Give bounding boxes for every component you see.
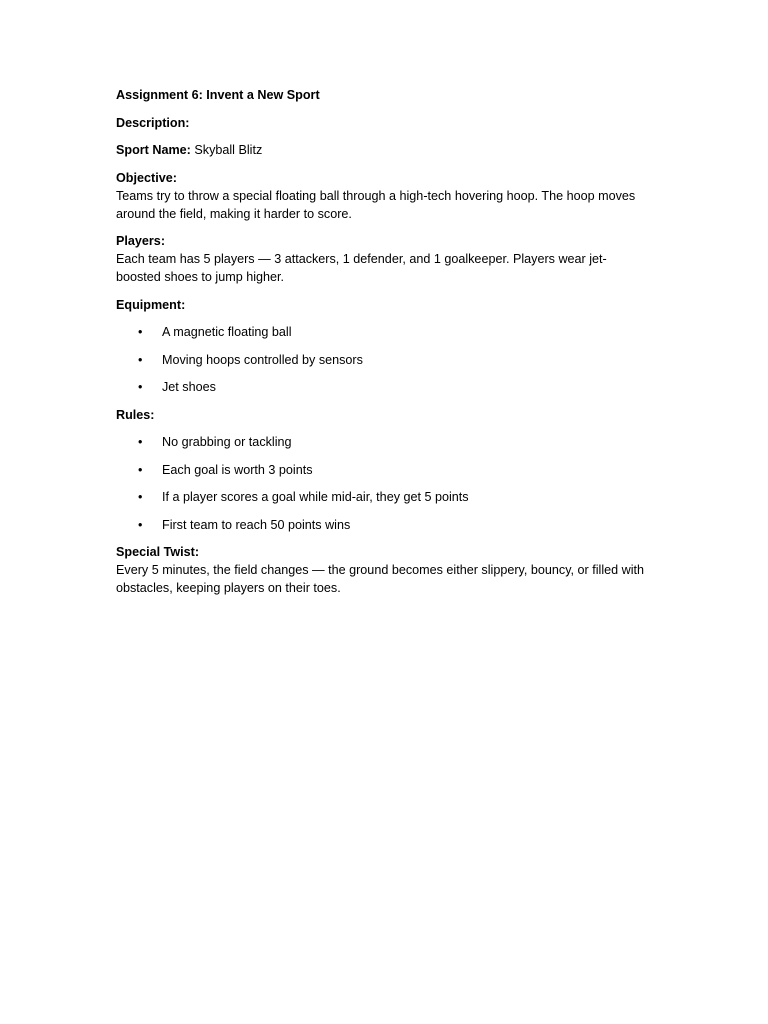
players-heading: Players:: [116, 234, 166, 248]
bullet-icon: •: [138, 490, 143, 504]
players-text: Each team has 5 players — 3 attackers, 1 defender, and 1 goalkeeper. Players wear jet-boosted shoes to jump higher.: [116, 252, 607, 284]
list-item-text: If a player scores a goal while mid-air, they get 5 points: [162, 490, 469, 504]
players-section: [116, 232, 646, 286]
list-item: [116, 488, 646, 506]
objective-section: [116, 169, 646, 223]
list-item: [116, 461, 646, 479]
rules-heading: Rules:: [116, 407, 155, 422]
rules-list: [116, 433, 646, 534]
special-twist-heading: Special Twist:: [116, 545, 200, 559]
description-heading: Description:: [116, 115, 190, 130]
equipment-heading: Equipment:: [116, 297, 186, 312]
bullet-icon: •: [138, 380, 143, 394]
list-item-text: Jet shoes: [162, 380, 216, 394]
bullet-icon: •: [138, 517, 143, 532]
bullet-icon: •: [138, 325, 143, 339]
sport-name-value: Skyball Blitz: [190, 143, 263, 157]
list-item: [116, 433, 646, 451]
list-item: [116, 351, 646, 369]
list-item-text: No grabbing or tackling: [162, 435, 292, 449]
sport-name-label: Sport Name:: [116, 143, 191, 157]
special-twist-section: [116, 543, 646, 597]
list-item: [116, 323, 646, 341]
document-title: Assignment 6: Invent a New Sport: [116, 88, 320, 102]
special-twist-text: Every 5 minutes, the field changes — the ground becomes either slippery, bouncy, or filled with obstacles, keeping players on their toes.: [116, 563, 645, 595]
sport-name-line: [116, 141, 646, 159]
list-item: [116, 516, 646, 534]
list-item-text: First team to reach 50 points wins: [162, 517, 351, 532]
bullet-icon: •: [138, 352, 143, 367]
document-page: [116, 86, 646, 607]
list-item: [116, 378, 646, 396]
objective-text: Teams try to throw a special floating ball through a high-tech hovering hoop. The hoop moves around the field, making it harder to score.: [116, 188, 636, 221]
list-item-text: Each goal is worth 3 points: [162, 462, 313, 477]
equipment-list: [116, 323, 646, 396]
list-item-text: Moving hoops controlled by sensors: [162, 352, 363, 367]
objective-heading: Objective:: [116, 170, 177, 185]
bullet-icon: •: [138, 462, 143, 477]
bullet-icon: •: [138, 435, 143, 449]
list-item-text: A magnetic floating ball: [162, 325, 292, 339]
